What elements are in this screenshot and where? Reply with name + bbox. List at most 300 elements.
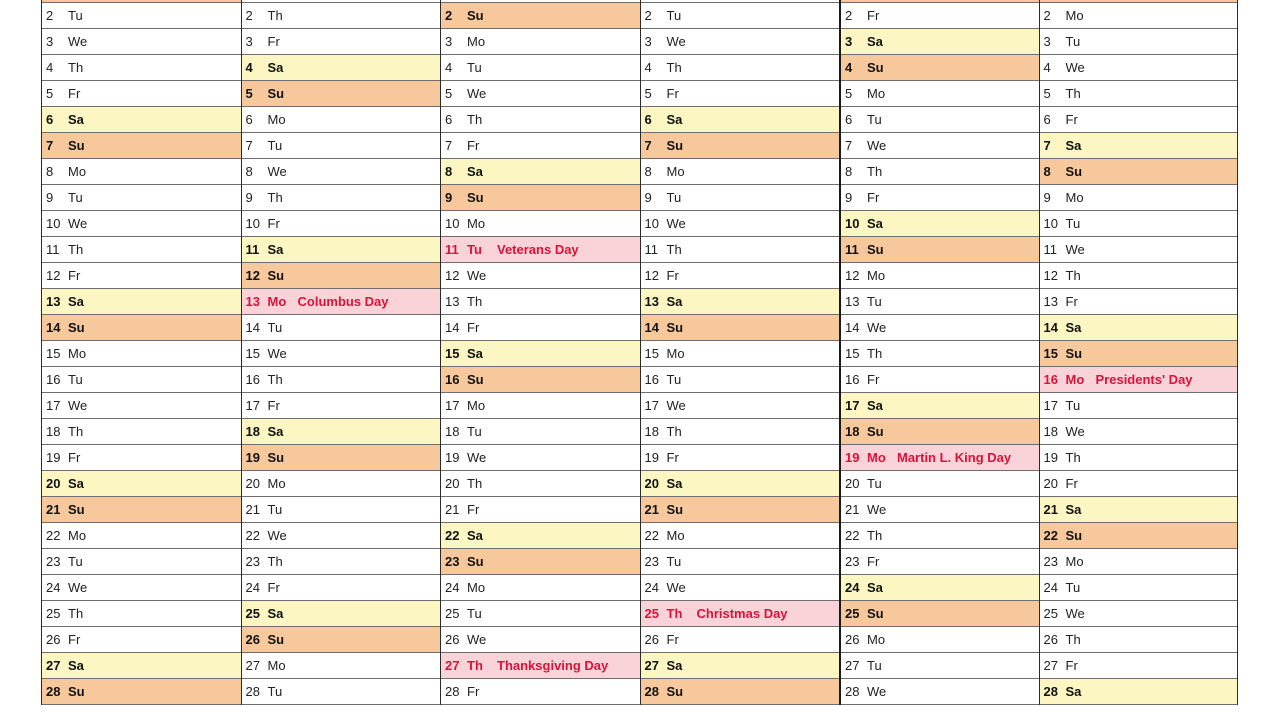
weekday-label: Tu xyxy=(1065,398,1081,413)
day-number: 15 xyxy=(845,346,860,361)
day-row xyxy=(641,471,840,497)
day-number: 2 xyxy=(845,8,853,23)
weekday-label: We xyxy=(1065,60,1085,75)
day-number: 24 xyxy=(46,580,61,595)
day-number: 27 xyxy=(845,658,860,673)
day-number: 3 xyxy=(1043,34,1051,49)
day-number: 6 xyxy=(46,112,54,127)
day-row xyxy=(441,393,640,419)
weekday-label: Mo xyxy=(1065,190,1084,205)
day-row xyxy=(1040,211,1238,237)
day-row xyxy=(841,601,1039,627)
weekday-label: Sa xyxy=(666,658,683,673)
weekday-label: Sa xyxy=(1065,320,1082,335)
holiday-name: Presidents' Day xyxy=(1095,372,1193,387)
weekday-label: Mo xyxy=(1065,372,1085,387)
day-row xyxy=(42,263,241,289)
day-row xyxy=(42,653,241,679)
day-number: 27 xyxy=(445,658,460,673)
day-row xyxy=(1040,29,1238,55)
day-number: 14 xyxy=(845,320,860,335)
day-number: 22 xyxy=(1043,528,1058,543)
weekday-label: Fr xyxy=(666,268,679,283)
day-number: 26 xyxy=(1043,632,1058,647)
day-row xyxy=(441,185,640,211)
day-number: 23 xyxy=(46,554,61,569)
weekday-label: Th xyxy=(68,60,84,75)
weekday-label: Mo xyxy=(867,632,886,647)
day-number: 11 xyxy=(845,242,859,257)
day-row xyxy=(441,575,640,601)
weekday-label: Su xyxy=(267,450,285,465)
day-row xyxy=(641,107,840,133)
weekday-label: Su xyxy=(1065,164,1083,179)
weekday-label: Th xyxy=(68,606,84,621)
day-number: 19 xyxy=(46,450,61,465)
day-number: 16 xyxy=(245,372,260,387)
day-number: 28 xyxy=(644,684,659,699)
day-row xyxy=(441,497,640,523)
weekday-label: Sa xyxy=(68,112,84,127)
weekday-label: Sa xyxy=(666,112,683,127)
day-number: 25 xyxy=(1043,606,1058,621)
day-number: 17 xyxy=(845,398,860,413)
day-row xyxy=(441,367,640,393)
day-row xyxy=(441,133,640,159)
weekday-label: Sa xyxy=(1065,684,1082,699)
weekday-label: Th xyxy=(68,242,84,257)
day-row xyxy=(641,679,840,705)
weekday-label: Tu xyxy=(467,242,482,257)
weekday-label: Su xyxy=(867,60,884,75)
day-number: 12 xyxy=(46,268,61,283)
day-number: 9 xyxy=(845,190,853,205)
weekday-label: Mo xyxy=(267,294,287,309)
day-number: 13 xyxy=(644,294,659,309)
day-number: 20 xyxy=(845,476,860,491)
weekday-label: Tu xyxy=(867,294,882,309)
weekday-label: Th xyxy=(467,476,483,491)
day-row xyxy=(42,445,241,471)
day-row xyxy=(42,237,241,263)
weekday-label: Mo xyxy=(68,346,87,361)
weekday-label: Mo xyxy=(68,528,87,543)
day-row xyxy=(242,549,441,575)
day-row xyxy=(641,445,840,471)
day-number: 17 xyxy=(445,398,460,413)
weekday-label: Fr xyxy=(68,632,81,647)
weekday-label: Th xyxy=(666,424,682,439)
day-row xyxy=(641,523,840,549)
day-number: 25 xyxy=(46,606,61,621)
day-row xyxy=(441,289,640,315)
weekday-label: Su xyxy=(467,190,484,205)
weekday-label: Fr xyxy=(867,554,880,569)
day-row xyxy=(1040,627,1238,653)
day-number: 19 xyxy=(644,450,659,465)
month-column xyxy=(640,0,840,705)
day-number: 19 xyxy=(1043,450,1058,465)
day-row xyxy=(1040,523,1238,549)
day-row xyxy=(42,367,241,393)
day-number: 23 xyxy=(1043,554,1058,569)
weekday-label: Sa xyxy=(467,346,483,361)
day-number: 7 xyxy=(1043,138,1051,153)
day-number: 2 xyxy=(46,8,54,23)
weekday-label: We xyxy=(867,502,887,517)
day-number: 11 xyxy=(46,242,60,257)
weekday-label: Sa xyxy=(867,216,883,231)
day-row xyxy=(841,211,1039,237)
weekday-label: Tu xyxy=(267,320,283,335)
day-number: 11 xyxy=(644,242,658,257)
day-number: 28 xyxy=(1043,684,1058,699)
day-row xyxy=(441,523,640,549)
day-row xyxy=(1040,185,1238,211)
weekday-label: Th xyxy=(867,528,883,543)
day-number: 5 xyxy=(245,86,253,101)
day-row xyxy=(242,445,441,471)
weekday-label: Su xyxy=(467,372,484,387)
weekday-label: Sa xyxy=(267,424,284,439)
day-number: 4 xyxy=(845,60,853,75)
weekday-label: Fr xyxy=(1065,294,1078,309)
day-row xyxy=(841,341,1039,367)
day-row xyxy=(42,497,241,523)
weekday-label: We xyxy=(666,580,686,595)
day-number: 20 xyxy=(445,476,460,491)
day-number: 27 xyxy=(245,658,260,673)
day-row xyxy=(641,549,840,575)
day-number: 4 xyxy=(644,60,652,75)
weekday-label: Fr xyxy=(867,8,880,23)
day-number: 11 xyxy=(245,242,260,257)
day-row xyxy=(441,107,640,133)
weekday-label: Tu xyxy=(267,138,283,153)
day-row xyxy=(242,315,441,341)
weekday-label: We xyxy=(467,632,487,647)
day-row xyxy=(441,601,640,627)
weekday-label: Fr xyxy=(467,502,480,517)
day-number: 15 xyxy=(245,346,260,361)
weekday-label: Mo xyxy=(867,450,886,465)
day-row xyxy=(441,55,640,81)
day-number: 3 xyxy=(445,34,453,49)
month-column xyxy=(41,0,241,705)
weekday-label: We xyxy=(867,684,887,699)
weekday-label: We xyxy=(1065,424,1085,439)
day-number: 20 xyxy=(1043,476,1058,491)
day-row xyxy=(641,3,840,29)
weekday-label: Fr xyxy=(867,372,880,387)
day-row xyxy=(242,133,441,159)
day-row xyxy=(1040,133,1238,159)
weekday-label: Th xyxy=(666,242,682,257)
day-row xyxy=(42,601,241,627)
weekday-label: Mo xyxy=(467,216,486,231)
day-number: 20 xyxy=(46,476,61,491)
day-row xyxy=(641,55,840,81)
weekday-label: Tu xyxy=(666,8,682,23)
weekday-label: Fr xyxy=(267,34,280,49)
day-number: 4 xyxy=(1043,60,1051,75)
day-number: 21 xyxy=(445,502,460,517)
weekday-label: Mo xyxy=(666,346,685,361)
day-number: 5 xyxy=(445,86,453,101)
day-row xyxy=(441,419,640,445)
weekday-label: We xyxy=(666,216,686,231)
day-row xyxy=(841,263,1039,289)
weekday-label: Th xyxy=(1065,632,1081,647)
weekday-label: Tu xyxy=(467,606,482,621)
day-number: 2 xyxy=(445,8,453,23)
weekday-label: Tu xyxy=(68,554,83,569)
weekday-label: Tu xyxy=(666,190,682,205)
day-row xyxy=(641,81,840,107)
day-number: 23 xyxy=(445,554,460,569)
holiday-name: Christmas Day xyxy=(696,606,788,621)
day-row xyxy=(841,185,1039,211)
day-row xyxy=(42,29,241,55)
day-row xyxy=(841,29,1039,55)
weekday-label: Mo xyxy=(267,112,286,127)
weekday-label: Th xyxy=(1065,268,1081,283)
day-row xyxy=(42,679,241,705)
day-row xyxy=(42,159,241,185)
weekday-label: Sa xyxy=(1065,138,1082,153)
day-number: 2 xyxy=(644,8,652,23)
weekday-label: Fr xyxy=(1065,658,1078,673)
weekday-label: Su xyxy=(267,86,285,101)
day-number: 12 xyxy=(644,268,659,283)
day-row xyxy=(1040,393,1238,419)
day-row xyxy=(1040,81,1238,107)
weekday-label: Fr xyxy=(666,86,679,101)
day-row xyxy=(641,159,840,185)
day-number: 27 xyxy=(644,658,659,673)
day-row xyxy=(242,55,441,81)
weekday-label: Su xyxy=(68,138,85,153)
day-number: 16 xyxy=(1043,372,1058,387)
weekday-label: We xyxy=(666,398,686,413)
day-number: 21 xyxy=(644,502,659,517)
day-row xyxy=(42,315,241,341)
day-row xyxy=(441,445,640,471)
day-row xyxy=(1040,549,1238,575)
day-row xyxy=(841,367,1039,393)
day-row xyxy=(441,3,640,29)
weekday-label: Sa xyxy=(867,580,883,595)
weekday-label: Mo xyxy=(867,86,886,101)
day-number: 9 xyxy=(46,190,54,205)
weekday-label: Th xyxy=(267,554,283,569)
day-row xyxy=(841,575,1039,601)
day-number: 12 xyxy=(845,268,860,283)
day-row xyxy=(42,419,241,445)
day-number: 24 xyxy=(445,580,460,595)
day-row xyxy=(441,341,640,367)
day-number: 8 xyxy=(1043,164,1051,179)
day-row xyxy=(441,81,640,107)
day-number: 9 xyxy=(445,190,453,205)
weekday-label: Mo xyxy=(68,164,87,179)
day-number: 12 xyxy=(1043,268,1058,283)
weekday-label: Th xyxy=(467,294,483,309)
day-row xyxy=(441,315,640,341)
day-row xyxy=(841,549,1039,575)
weekday-label: Tu xyxy=(68,8,83,23)
day-row xyxy=(242,393,441,419)
weekday-label: Mo xyxy=(666,164,685,179)
weekday-label: Mo xyxy=(1065,8,1084,23)
day-row xyxy=(1040,315,1238,341)
weekday-label: Fr xyxy=(467,138,480,153)
day-row xyxy=(641,315,840,341)
day-row xyxy=(441,549,640,575)
day-number: 23 xyxy=(845,554,860,569)
weekday-label: Fr xyxy=(267,580,280,595)
weekday-label: Tu xyxy=(267,502,283,517)
day-row xyxy=(42,523,241,549)
day-number: 10 xyxy=(644,216,659,231)
day-number: 5 xyxy=(46,86,54,101)
day-row xyxy=(242,159,441,185)
day-number: 17 xyxy=(1043,398,1058,413)
weekday-label: Su xyxy=(666,684,684,699)
day-number: 24 xyxy=(245,580,260,595)
day-row xyxy=(1040,471,1238,497)
day-number: 28 xyxy=(46,684,61,699)
day-number: 17 xyxy=(644,398,659,413)
weekday-label: Fr xyxy=(467,320,480,335)
day-number: 21 xyxy=(46,502,61,517)
day-number: 8 xyxy=(445,164,453,179)
day-row xyxy=(242,185,441,211)
day-row xyxy=(42,289,241,315)
weekday-label: We xyxy=(1065,606,1085,621)
day-number: 13 xyxy=(845,294,860,309)
weekday-label: We xyxy=(267,346,287,361)
day-number: 19 xyxy=(245,450,260,465)
weekday-label: Sa xyxy=(68,658,84,673)
day-row xyxy=(841,523,1039,549)
weekday-label: Sa xyxy=(267,242,284,257)
day-row xyxy=(42,341,241,367)
weekday-label: Th xyxy=(1065,450,1081,465)
day-number: 8 xyxy=(644,164,652,179)
weekday-label: Sa xyxy=(467,164,483,179)
weekday-label: Su xyxy=(467,554,484,569)
day-row xyxy=(641,237,840,263)
day-row xyxy=(242,3,441,29)
weekday-label: Tu xyxy=(1065,216,1081,231)
weekday-label: Mo xyxy=(467,580,486,595)
day-row xyxy=(1040,497,1238,523)
weekday-label: Fr xyxy=(1065,112,1078,127)
weekday-label: Mo xyxy=(267,658,286,673)
month-column xyxy=(241,0,441,705)
day-number: 12 xyxy=(245,268,260,283)
day-number: 7 xyxy=(245,138,253,153)
weekday-label: Mo xyxy=(666,528,685,543)
day-number: 15 xyxy=(46,346,61,361)
weekday-label: Sa xyxy=(267,60,284,75)
day-row xyxy=(441,263,640,289)
day-number: 3 xyxy=(245,34,253,49)
day-number: 3 xyxy=(845,34,853,49)
day-number: 22 xyxy=(245,528,260,543)
day-number: 26 xyxy=(644,632,659,647)
day-row xyxy=(242,471,441,497)
day-row xyxy=(242,341,441,367)
day-row xyxy=(641,263,840,289)
weekday-label: We xyxy=(467,450,487,465)
holiday-name: Thanksgiving Day xyxy=(497,658,609,673)
weekday-label: We xyxy=(467,86,487,101)
day-number: 9 xyxy=(644,190,652,205)
weekday-label: Tu xyxy=(467,60,482,75)
day-row xyxy=(42,471,241,497)
day-row xyxy=(242,523,441,549)
day-number: 23 xyxy=(245,554,260,569)
day-row xyxy=(1040,55,1238,81)
weekday-label: Su xyxy=(267,268,285,283)
day-row xyxy=(441,159,640,185)
weekday-label: Fr xyxy=(467,684,480,699)
weekday-label: Su xyxy=(666,138,684,153)
day-number: 10 xyxy=(46,216,61,231)
day-number: 18 xyxy=(46,424,61,439)
day-row xyxy=(42,55,241,81)
day-number: 14 xyxy=(46,320,61,335)
weekday-label: We xyxy=(867,320,887,335)
day-number: 2 xyxy=(245,8,253,23)
day-row xyxy=(242,601,441,627)
day-row xyxy=(42,211,241,237)
weekday-label: We xyxy=(867,138,887,153)
day-number: 22 xyxy=(46,528,61,543)
day-row xyxy=(242,211,441,237)
day-number: 22 xyxy=(445,528,460,543)
day-row xyxy=(242,653,441,679)
day-row xyxy=(1040,445,1238,471)
weekday-label: We xyxy=(68,580,88,595)
day-number: 4 xyxy=(46,60,54,75)
holiday-row xyxy=(441,237,640,263)
day-number: 28 xyxy=(845,684,860,699)
day-row xyxy=(841,393,1039,419)
day-number: 18 xyxy=(1043,424,1058,439)
day-number: 5 xyxy=(845,86,853,101)
day-number: 26 xyxy=(445,632,460,647)
day-number: 28 xyxy=(245,684,260,699)
day-number: 8 xyxy=(46,164,54,179)
day-number: 18 xyxy=(445,424,460,439)
day-row xyxy=(42,185,241,211)
day-row xyxy=(42,81,241,107)
weekday-label: Th xyxy=(267,8,283,23)
weekday-label: Su xyxy=(68,320,85,335)
weekday-label: Tu xyxy=(68,372,83,387)
day-row xyxy=(841,237,1039,263)
day-number: 26 xyxy=(46,632,61,647)
day-number: 21 xyxy=(845,502,860,517)
weekday-label: Tu xyxy=(1065,34,1081,49)
day-row xyxy=(1040,653,1238,679)
day-row xyxy=(641,367,840,393)
day-row xyxy=(1040,575,1238,601)
day-number: 18 xyxy=(845,424,860,439)
